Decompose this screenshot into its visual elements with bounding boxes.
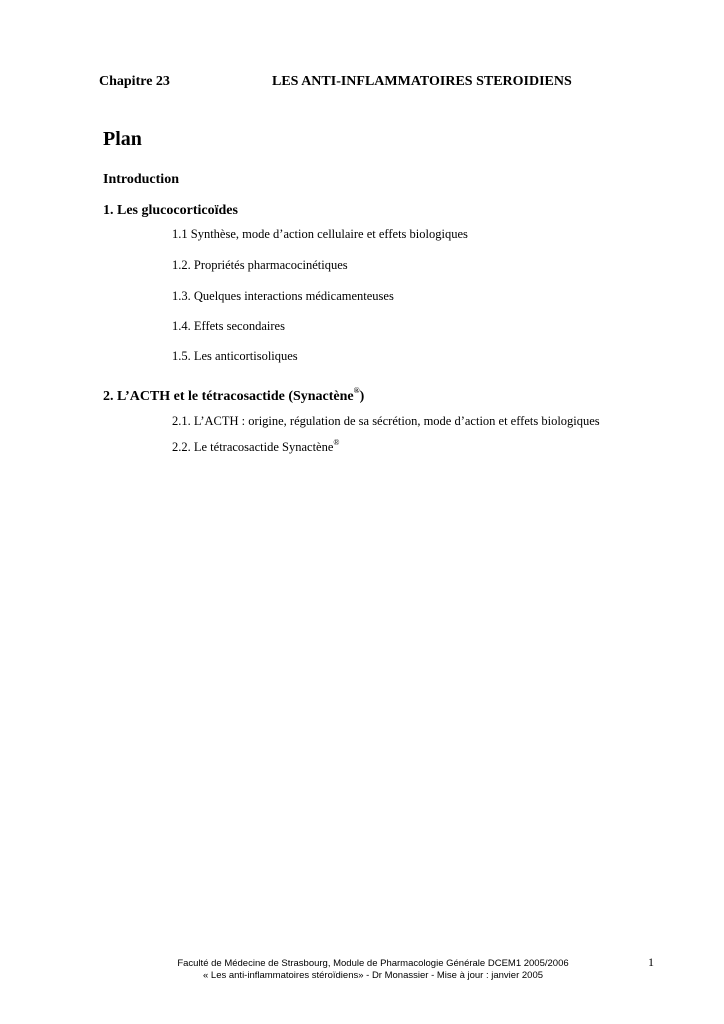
footer-line-2: « Les anti-inflammatoires stéroïdiens» - Dr Monassier - Mise à jour : janvier 2005	[202, 970, 544, 981]
section-1-item-5: 1.5. Les anticortisoliques	[172, 349, 298, 363]
section-2-heading-text: 2. L’ACTH et le tétracosactide (Synactène	[103, 389, 354, 404]
section-2-heading-end: )	[359, 389, 365, 404]
chapter-title: LES ANTI-INFLAMMATOIRES STEROIDIENS	[272, 74, 572, 89]
section-2-item-1: 2.1. L’ACTH : origine, régulation de sa sécrétion, mode d’action et effets biologiques	[172, 414, 600, 428]
footer-line-1: Faculté de Médecine de Strasbourg, Module de Pharmacologie Générale DCEM1 2005/2006	[177, 958, 569, 969]
page-number: 1	[648, 955, 654, 969]
registered-mark: ®	[333, 437, 340, 447]
chapter-number: Chapitre 23	[99, 74, 170, 89]
registered-mark: ®	[353, 386, 360, 396]
section-2-heading	[103, 386, 365, 405]
section-1-item-4: 1.4. Effets secondaires	[172, 319, 285, 333]
section-1-heading: 1. Les glucocorticoïdes	[103, 203, 238, 218]
section-1-item-2: 1.2. Propriétés pharmacocinétiques	[172, 258, 348, 272]
section-1-item-1: 1.1 Synthèse, mode d’action cellulaire et effets biologiques	[172, 227, 468, 241]
section-1-item-3: 1.3. Quelques interactions médicamenteuses	[172, 289, 394, 303]
section-2-item-2	[172, 437, 340, 455]
introduction-heading: Introduction	[103, 172, 179, 187]
section-2-item-2-text: 2.2. Le tétracosactide Synactène	[172, 440, 334, 454]
plan-heading: Plan	[103, 128, 142, 150]
